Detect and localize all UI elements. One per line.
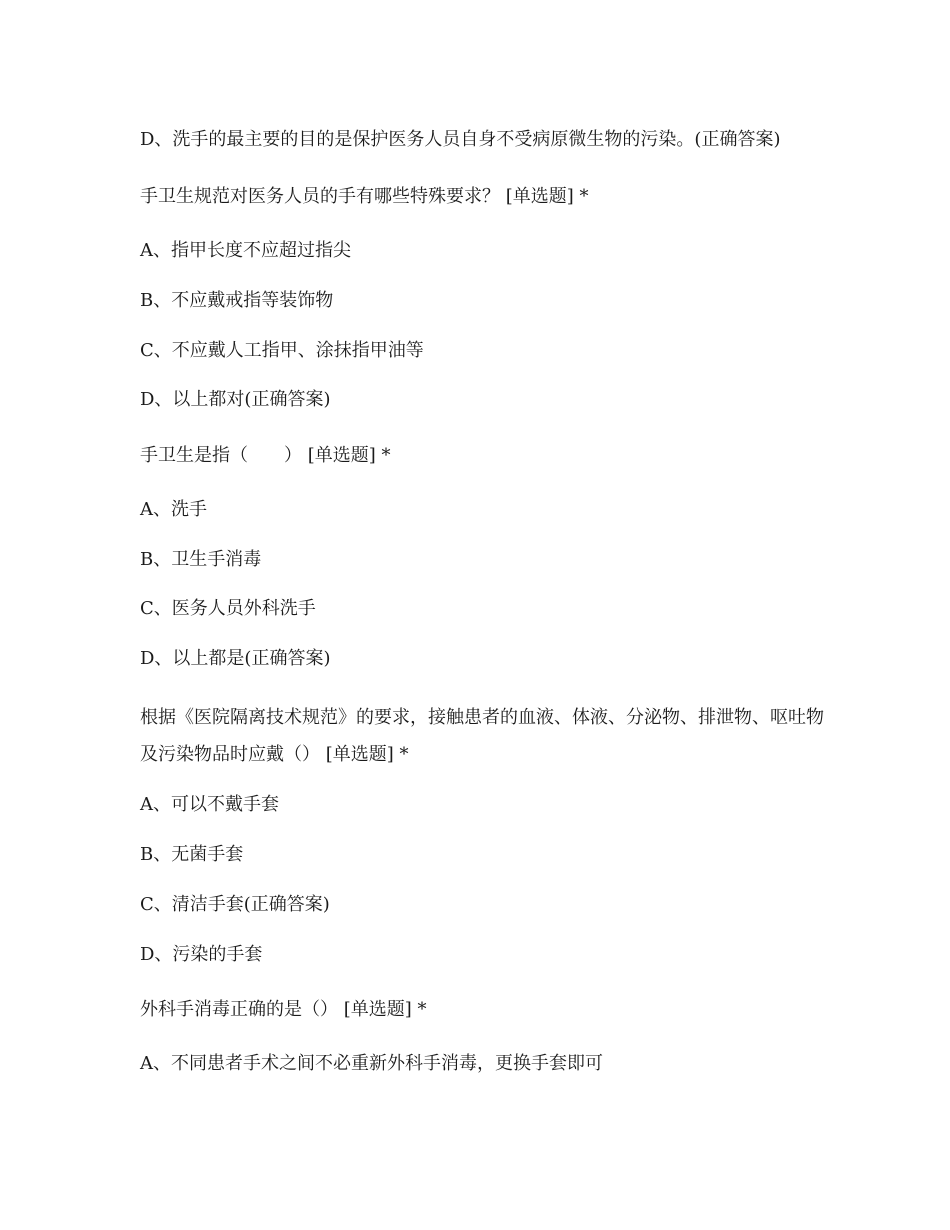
answer-option-c: C、清洁手套(正确答案)	[140, 894, 330, 915]
answer-option-a: A、指甲长度不应超过指尖	[140, 240, 351, 261]
question-surgical-hand-disinfection: 外科手消毒正确的是（） [单选题] *	[140, 999, 427, 1020]
answer-option-a: A、洗手	[140, 499, 207, 520]
question-gloves: 根据《医院隔离技术规范》的要求，接触患者的血液、体液、分泌物、排泄物、呕吐物及污染物品时应戴（） [单选题] *	[140, 707, 824, 765]
answer-option-a: A、可以不戴手套	[140, 794, 279, 815]
answer-option-b: B、卫生手消毒	[140, 549, 262, 570]
question-hand-requirements: 手卫生规范对医务人员的手有哪些特殊要求？ [单选题] *	[140, 186, 589, 207]
answer-option-b: B、无菌手套	[140, 844, 244, 865]
answer-option-a: A、不同患者手术之间不必重新外科手消毒，更换手套即可	[140, 1053, 603, 1074]
question-hand-hygiene-definition: 手卫生是指（ ） [单选题] *	[140, 445, 391, 466]
answer-option-d: D、污染的手套	[140, 944, 263, 965]
answer-option-d: D、以上都对(正确答案)	[140, 389, 331, 410]
answer-option-b: B、不应戴戒指等装饰物	[140, 290, 334, 311]
answer-option-c: C、不应戴人工指甲、涂抹指甲油等	[140, 340, 424, 361]
answer-option-d: D、以上都是(正确答案)	[140, 648, 331, 669]
answer-option-d: D、洗手的最主要的目的是保护医务人员自身不受病原微生物的污染。(正确答案)	[140, 129, 781, 150]
answer-option-c: C、医务人员外科洗手	[140, 598, 316, 619]
